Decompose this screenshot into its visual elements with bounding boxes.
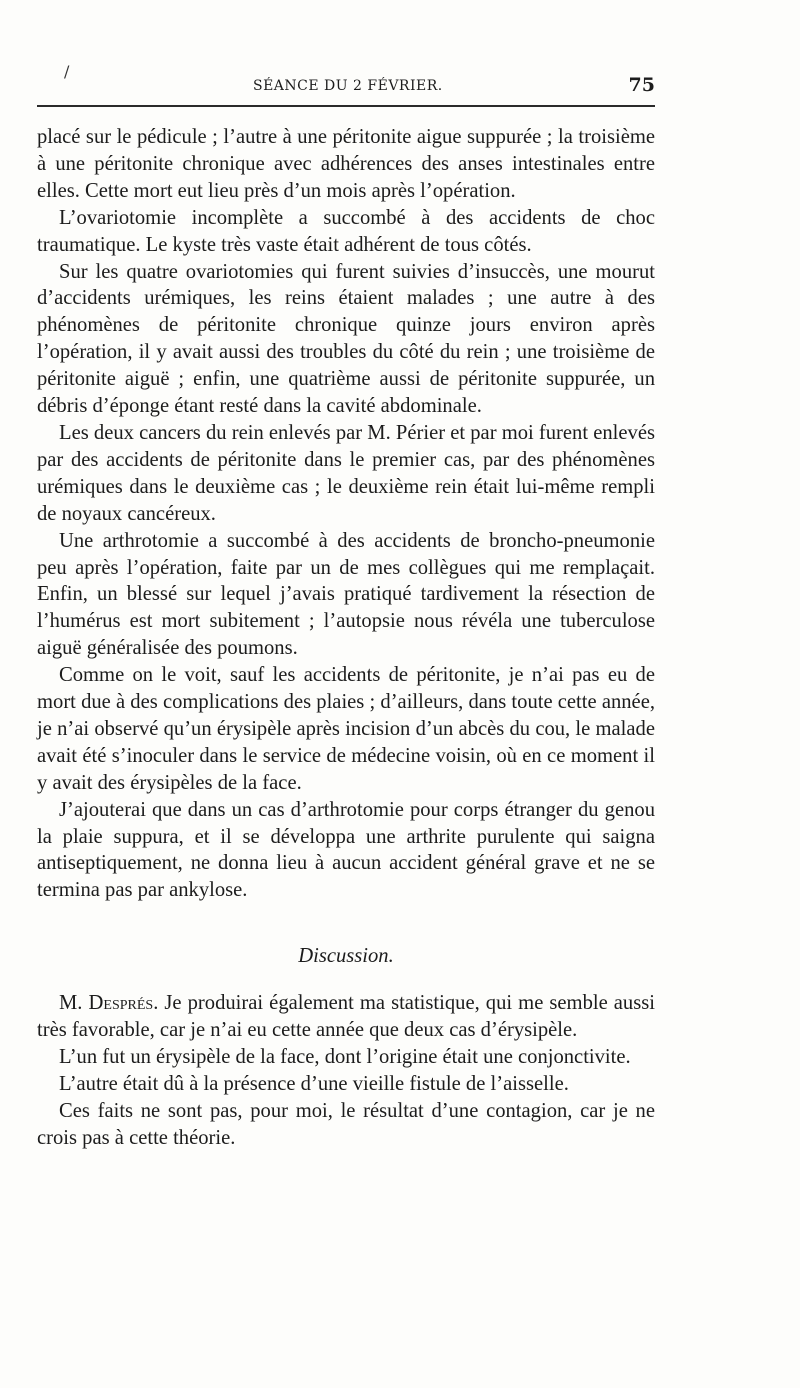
discussion-heading: Discussion. (298, 945, 394, 968)
page-header (37, 72, 655, 102)
paragraph-ovariotomy-failures: Sur les quatre ovariotomies qui furent suivies d’insuccès, une mourut d’accidents urémiques, les reins étaient malades ; une autre à des phénomènes de péritonite chronique quinze jours environ après l’opération, il y avait aussi des troubles du côté du rein ; une troisième de péritonite aiguë ; enfin, une quatrième aussi de péritonite suppurée, un débris d’éponge étant resté dans la cavité abdominale. (37, 260, 655, 418)
paragraph-contagion-theory: Ces faits ne sont pas, pour moi, le résultat d’une contagion, car je ne crois pas à cette théorie. (37, 1099, 655, 1149)
speaker-name: M. Després. (59, 992, 159, 1015)
paragraph-kidney-cancers: Les deux cancers du rein enlevés par M. Périer et par moi furent enlevés par des accidents de péritonite dans le premier cas, par des phénomènes urémiques dans le deuxième cas ; le deuxième rein était lui-même rempli de noyaux cancéreux. (37, 421, 655, 525)
paragraph-knee-arthrotomy: J’ajouterai que dans un cas d’arthrotomie pour corps étranger du genou la plaie suppura, et il se développa une arthrite purulente qui saigna antiseptiquement, ne donna lieu à aucun accident général grave et ne se termina pas par ankylose. (37, 798, 655, 902)
body-text (37, 124, 655, 1152)
paragraph-wound-complications: Comme on le voit, sauf les accidents de péritonite, je n’ai pas eu de mort due à des complications des plaies ; d’ailleurs, dans toute cette année, je n’ai observé qu’un érysipèle après incision d’un abcès du cou, le malade avait été s’inoculer dans le service de médecine voisin, où en ce moment il y avait des érysipèles de la face. (37, 664, 655, 794)
paragraph-first-erysipelas: L’un fut un érysipèle de la face, dont l’origine était une conjonctivite. (59, 1046, 631, 1068)
speaker-text: Je produirai également ma statistique, qui me semble aussi très favorable, car je n’ai eu cette année que deux cas d’érysipèle. (37, 992, 655, 1042)
page-number: 75 (628, 74, 655, 96)
running-title: SÉANCE DU 2 FÉVRIER. (253, 78, 443, 94)
paragraph-despres-statement (37, 990, 655, 1044)
paragraph-second-erysipelas: L’autre était dû à la présence d’une vieille fistule de l’aisselle. (59, 1072, 569, 1095)
stray-pen-mark: / (64, 62, 70, 81)
paragraph-continuation: placé sur le pédicule ; l’autre à une péritonite aigue suppurée ; la troisième à une péritonite chronique avec adhérences des anses intestinales entre elles. Cette mort eut lieu près d’un mois après l’opération. (37, 126, 655, 202)
paragraph-arthrotomy: Une arthrotomie a succombé à des accidents de broncho-pneumonie peu après l’opération, faite par un de mes collègues qui me remplaçait. Enfin, un blessé sur lequel j’avais pratiqué tardivement la résection de l’humérus est mort subitement ; l’autopsie nous révéla une tuberculose aiguë généralisée des poumons. (37, 529, 655, 660)
header-rule (37, 105, 655, 107)
paragraph-ovariotomy-incomplete: L’ovariotomie incomplète a succombé à des accidents de choc traumatique. Le kyste très vaste était adhérent de tous côtés. (37, 206, 655, 256)
